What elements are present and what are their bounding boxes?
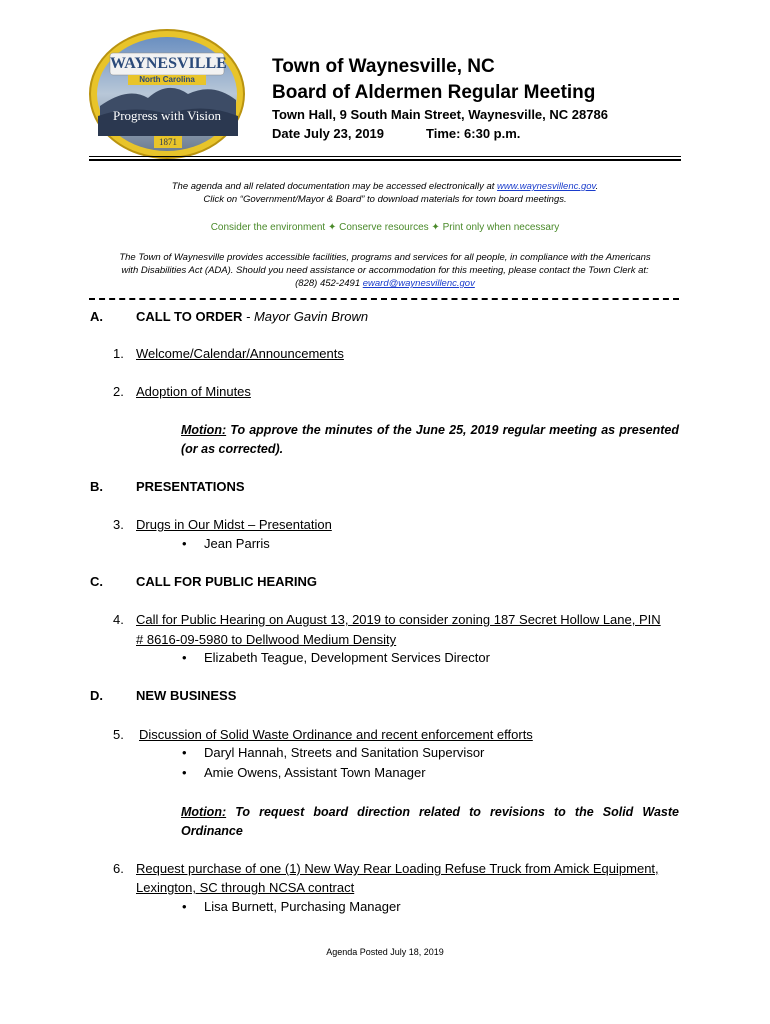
notice-divider xyxy=(89,298,679,303)
item-3-number: 3. xyxy=(113,517,124,532)
ada-line-2: with Disabilities Act (ADA). Should you need assistance or accommodation for this meeting, please contact the Town Clerk at: xyxy=(121,265,649,276)
presenter-name: Daryl Hannah, Streets and Sanitation Supervisor xyxy=(204,745,485,760)
logo-year: 1871 xyxy=(159,137,177,147)
section-a-presider: - Mayor Gavin Brown xyxy=(242,309,369,324)
item-4-link-line-2[interactable]: # 8616-09-5980 to Dellwood Medium Density xyxy=(136,632,397,647)
motion-label: Motion: xyxy=(181,423,227,437)
agenda-access-notice xyxy=(85,180,685,206)
motion-label: Motion: xyxy=(181,805,227,819)
presenter-name: Amie Owens, Assistant Town Manager xyxy=(204,765,426,780)
ada-phone: (828) 452-2491 xyxy=(295,278,363,289)
section-a-letter: A. xyxy=(90,309,103,324)
posted-date-footer: Agenda Posted July 18, 2019 xyxy=(326,947,444,957)
item-5-link[interactable]: Discussion of Solid Waste Ordinance and recent enforcement efforts xyxy=(139,727,533,742)
item-6-number: 6. xyxy=(113,861,124,876)
notice-text: The agenda and all related documentation may be accessed electronically at xyxy=(171,181,498,192)
item-2-link[interactable]: Adoption of Minutes xyxy=(136,384,251,399)
clerk-email-link[interactable]: eward@waynesvillenc.gov xyxy=(362,278,475,289)
ada-notice xyxy=(85,251,685,290)
item-4-presenter xyxy=(182,650,490,665)
website-link[interactable]: www.waynesvillenc.gov xyxy=(497,181,596,192)
item-4-link-line-1[interactable]: Call for Public Hearing on August 13, 2019 to consider zoning 187 Secret Hollow Lane, PIN xyxy=(136,612,661,627)
presenter-name: Lisa Burnett, Purchasing Manager xyxy=(204,899,401,914)
ada-line-1: The Town of Waynesville provides accessible facilities, programs and services for all people, in compliance with the Americans xyxy=(119,252,651,263)
section-b-title: PRESENTATIONS xyxy=(136,479,245,494)
section-d-title: NEW BUSINESS xyxy=(136,688,237,703)
item-3-presenter xyxy=(182,536,270,551)
item-5-presenter-2 xyxy=(182,765,426,780)
section-a-heading: CALL TO ORDER xyxy=(136,309,243,324)
meeting-title: Board of Aldermen Regular Meeting xyxy=(272,82,596,103)
notice-period: . xyxy=(595,181,599,192)
page-title: Town of Waynesville, NC xyxy=(272,56,495,77)
item-6-link-line-1[interactable]: Request purchase of one (1) New Way Rear Loading Refuse Truck from Amick Equipment, xyxy=(136,861,659,876)
bullet-icon: • xyxy=(182,650,187,665)
item-5-motion xyxy=(181,803,679,841)
meeting-time: Time: 6:30 p.m. xyxy=(426,126,521,141)
section-d-letter: D. xyxy=(90,688,103,703)
section-a-title xyxy=(136,309,368,324)
logo-name: WAYNESVILLE xyxy=(110,55,227,72)
header-divider-thick xyxy=(89,159,681,161)
item-6-link-line-2[interactable]: Lexington, SC through NCSA contract xyxy=(136,880,355,895)
motion-text: To approve the minutes of the June 25, 2019 regular meeting as presented (or as corrected). xyxy=(181,423,679,456)
item-6-presenter xyxy=(182,899,401,914)
item-1-link[interactable]: Welcome/Calendar/Announcements xyxy=(136,346,344,361)
motion-text: To request board direction related to revisions to the Solid Waste Ordinance xyxy=(181,805,679,838)
header-divider-thin xyxy=(89,156,681,157)
item-2-motion xyxy=(181,421,679,459)
item-1-number: 1. xyxy=(113,346,124,361)
notice-instructions: Click on “Government/Mayor & Board” to download materials for town board meetings. xyxy=(203,194,567,205)
section-c-letter: C. xyxy=(90,574,103,589)
bullet-icon: • xyxy=(182,536,187,551)
logo-state: North Carolina xyxy=(139,75,195,84)
environment-notice: Consider the environment ✦ Conserve resources ✦ Print only when necessary xyxy=(210,222,560,233)
town-seal-logo xyxy=(88,28,246,160)
presenter-name: Elizabeth Teague, Development Services Director xyxy=(204,650,490,665)
section-b-letter: B. xyxy=(90,479,103,494)
bullet-icon: • xyxy=(182,745,187,760)
item-3-link[interactable]: Drugs in Our Midst – Presentation xyxy=(136,517,332,532)
presenter-name: Jean Parris xyxy=(204,536,270,551)
item-2-number: 2. xyxy=(113,384,124,399)
item-5-number: 5. xyxy=(113,727,124,742)
logo-motto: Progress with Vision xyxy=(112,108,222,123)
section-c-title: CALL FOR PUBLIC HEARING xyxy=(136,574,318,589)
meeting-address: Town Hall, 9 South Main Street, Waynesville, NC 28786 xyxy=(272,107,608,122)
item-5-presenter-1 xyxy=(182,745,484,760)
meeting-date: Date July 23, 2019 xyxy=(272,126,385,141)
bullet-icon: • xyxy=(182,765,187,780)
item-4-number: 4. xyxy=(113,612,124,627)
bullet-icon: • xyxy=(182,899,187,914)
